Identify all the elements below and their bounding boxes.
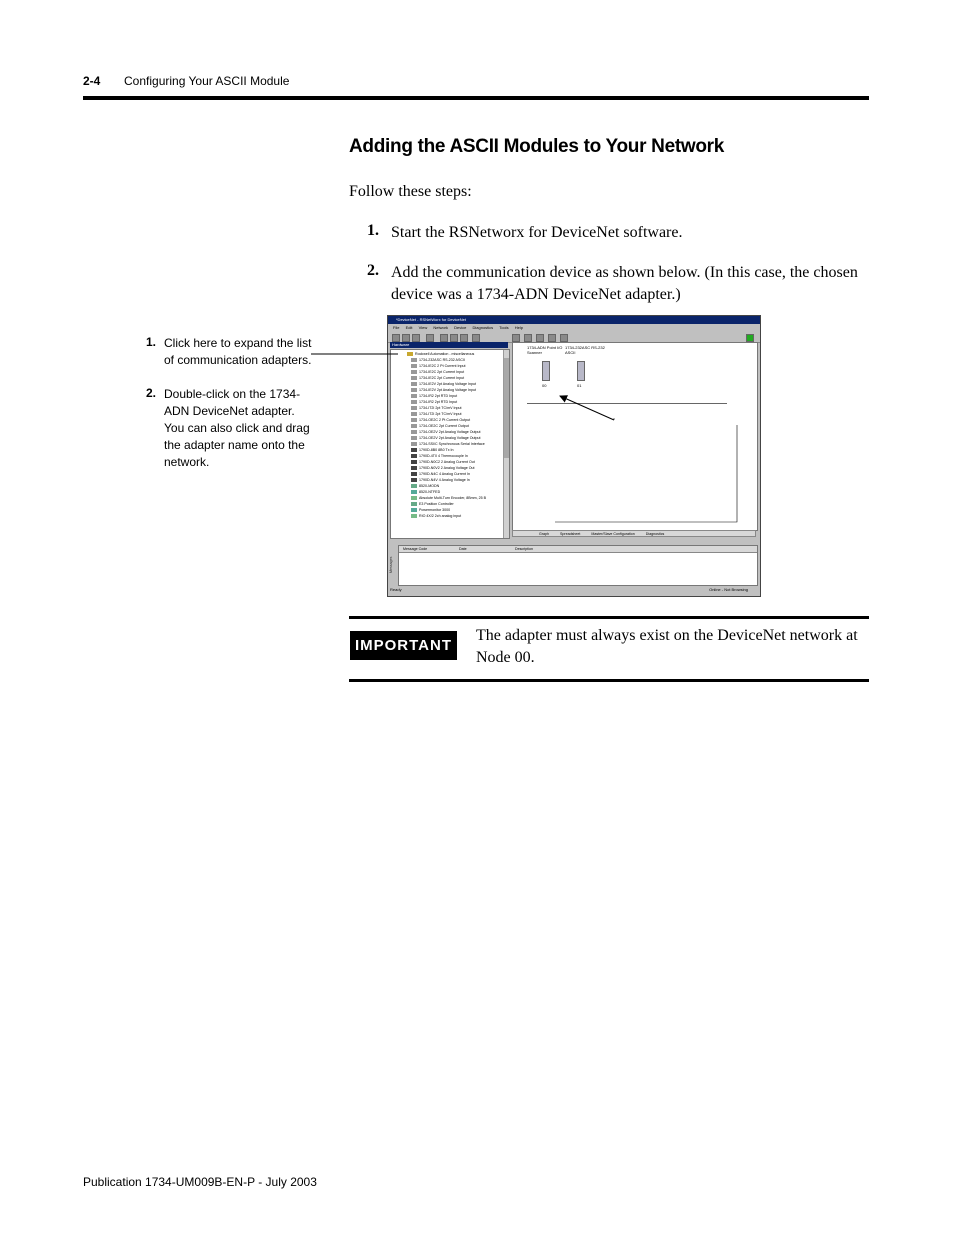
status-left: Ready: [390, 587, 402, 592]
tree-item-label: 1790D-N0C2 2 Analog Current Out: [419, 460, 475, 464]
messages-pane: [398, 545, 758, 586]
device-icon: [411, 478, 417, 482]
status-indicator-icon: [746, 334, 754, 342]
tree-item-label: 1734-OE2V 2pt Analog Voltage Output: [419, 430, 481, 434]
hardware-panel-label: Hardware: [390, 342, 508, 348]
device-icon: [411, 430, 417, 434]
callout-2-number: 2.: [146, 386, 157, 400]
device-0-icon: [542, 361, 550, 381]
tree-item-label: 1734-IE2C 2 Pt Current Input: [419, 364, 466, 368]
rsnetworx-screenshot: [387, 315, 761, 597]
footer-publication: Publication 1734-UM009B-EN-P - July 2003: [83, 1175, 317, 1189]
device-icon: [411, 412, 417, 416]
tree-root-label: Rockwell Automation - miscellaneous: [415, 352, 475, 356]
menu-tools: Tools: [499, 325, 509, 330]
device-icon: [411, 490, 417, 494]
tree-item-label: 1734-232ASC RS-232 ASCII: [419, 358, 465, 362]
tree-item-label: RIO 4X/2 2ch analog input: [419, 514, 462, 518]
tree-item-label: 1790D-4T0 4 Thermocouple In: [419, 454, 468, 458]
device-icon: [411, 496, 417, 500]
tab-diagnostics: Diagnostics: [645, 532, 665, 536]
device-icon: [411, 460, 417, 464]
tree-item-label: 1734-SSI/C Synchronous Serial Interface: [419, 442, 485, 446]
device-icon: [411, 514, 417, 518]
col-date: Date: [459, 547, 467, 551]
tree-item-label: 8520-NTFED: [419, 490, 441, 494]
tree-item-label: 1790D-N0V2 2 Analog Voltage Out: [419, 466, 475, 470]
step-1-text: Start the RSNetworx for DeviceNet software.: [391, 224, 683, 241]
device-0-label: 1734-ADN Point I/O Scanner: [527, 345, 563, 355]
tree-item-label: 1734-IE2V 2pt Analog Voltage Input: [419, 382, 476, 386]
callout-1-text: Click here to expand the list of communication adapters.: [164, 336, 312, 367]
page-number: 2-4: [83, 74, 101, 88]
tree-item-label: 1790D-8B0 8B0 Tx In: [419, 448, 454, 452]
device-icon: [411, 382, 417, 386]
device-icon: [411, 388, 417, 392]
tree-item-label: Absolute Multi-Turn Encoder, 8Bmm, 25 B: [419, 496, 486, 500]
tab-master-slave: Master/Slave Configuration: [591, 532, 635, 536]
device-icon: [411, 472, 417, 476]
network-trunk-line: [527, 403, 727, 404]
open-icon: [402, 334, 410, 342]
menu-view: View: [418, 325, 428, 330]
save-icon: [412, 334, 420, 342]
tree-item-label: 1734-OE2C 2 Pt Current Output: [419, 418, 471, 422]
device-icon: [411, 364, 417, 368]
device-icon: [411, 448, 417, 452]
graph-icon: [548, 334, 556, 342]
cut-icon: [440, 334, 448, 342]
upload-icon: [524, 334, 532, 342]
download-icon: [536, 334, 544, 342]
callout-1-number: 1.: [146, 335, 157, 349]
menu-network: Network: [433, 325, 449, 330]
online-icon: [512, 334, 520, 342]
screenshot-title-bar: *DeviceNet - RSNetWorx for DeviceNet: [388, 316, 760, 324]
network-graph: [512, 342, 758, 531]
device-icon: [411, 508, 417, 512]
device-icon: [411, 400, 417, 404]
device-icon: [411, 376, 417, 380]
important-top-rule: [349, 616, 869, 619]
device-icon: [411, 406, 417, 410]
menu-file: File: [393, 325, 400, 330]
help-icon: [472, 334, 480, 342]
tree-item-label: 1734-IT2I 2pt TC/mV Input: [419, 412, 462, 416]
screenshot-menu-bar: [388, 324, 760, 332]
tree-item-label: E3 Position Controller: [419, 502, 454, 506]
tree-item-label: 1734-IE2C 2pt Current Input: [419, 370, 465, 374]
device-1-node: 01: [577, 383, 582, 388]
header-rule: [83, 96, 869, 100]
device-icon: [411, 418, 417, 422]
device-icon: [411, 502, 417, 506]
paste-icon: [460, 334, 468, 342]
important-text: The adapter must always exist on the DeviceNet network at Node 00.: [476, 627, 858, 666]
tab-spreadsheet: Spreadsheet: [560, 532, 581, 536]
device-icon: [411, 436, 417, 440]
chapter-title: Configuring Your ASCII Module: [124, 74, 290, 88]
device-1-icon: [577, 361, 585, 381]
new-icon: [392, 334, 400, 342]
device-icon: [411, 370, 417, 374]
tree-item-label: 1734-IR2 2pt RTD Input: [419, 394, 458, 398]
tree-item-label: 1734-IR2 2pt RTD Input: [419, 400, 458, 404]
menu-help: Help: [514, 325, 523, 330]
tree-item-label: 1734-OE2V 2pt Analog Voltage Output: [419, 436, 481, 440]
hardware-tree: [390, 349, 510, 539]
messages-side-label: Messages: [389, 556, 393, 573]
print-icon: [426, 334, 434, 342]
tree-item-label: 1734-IE2V 2pt Analog Voltage Input: [419, 388, 476, 392]
device-icon: [411, 424, 417, 428]
tree-scrollbar: [503, 350, 509, 538]
menu-edit: Edit: [405, 325, 413, 330]
tree-item-label: 1734-IE2C 2pt Current Input: [419, 376, 465, 380]
device-icon: [411, 358, 417, 362]
step-1-number: 1.: [367, 222, 379, 239]
device-0-node: 00: [542, 383, 547, 388]
tab-graph: Graph: [539, 532, 549, 536]
messages-header: [399, 546, 757, 553]
status-right: Online - Not Browsing: [709, 587, 748, 592]
device-1-label: 1734-232ASC RS-232 ASCII: [565, 345, 605, 355]
device-icon: [411, 442, 417, 446]
col-description: Description: [515, 547, 533, 551]
step-2-number: 2.: [367, 262, 379, 279]
callout-2-text: Double-click on the 1734-ADN DeviceNet adapter. You can also click and drag the adapter name onto the network.: [164, 387, 310, 469]
intro-text: Follow these steps:: [349, 183, 472, 200]
section-title: Adding the ASCII Modules to Your Network: [349, 136, 725, 157]
device-icon: [411, 484, 417, 488]
copy-icon: [450, 334, 458, 342]
menu-device: Device: [454, 325, 467, 330]
table-icon: [560, 334, 568, 342]
tree-scroll-thumb: [504, 358, 509, 458]
tree-item-label: 1734-OE2C 2pt Current Output: [419, 424, 469, 428]
step-2-text: Add the communication device as shown below. (In this case, the chosen device was a 1734-ADN DeviceNet adapter.): [391, 264, 858, 303]
menu-diagnostics: Diagnostics: [472, 325, 494, 330]
tree-item-label: 1734-IT2I 2pt TC/mV Input: [419, 406, 462, 410]
device-icon: [411, 466, 417, 470]
important-badge: IMPORTANT: [350, 631, 457, 660]
device-icon: [411, 454, 417, 458]
important-bottom-rule: [349, 679, 869, 682]
view-tabs: [512, 530, 756, 537]
tree-item-label: 1790D-N4V 4 Analog Voltage In: [419, 478, 470, 482]
tree-item: [411, 513, 461, 519]
folder-icon: [407, 352, 413, 356]
tree-item-label: 1790D-N4C 4 Analog Current In: [419, 472, 470, 476]
col-message-code: Message Code: [403, 547, 428, 551]
device-icon: [411, 394, 417, 398]
tree-item-label: 8520-MODN: [419, 484, 440, 488]
tree-item-label: Powermonitor 3000: [419, 508, 451, 512]
